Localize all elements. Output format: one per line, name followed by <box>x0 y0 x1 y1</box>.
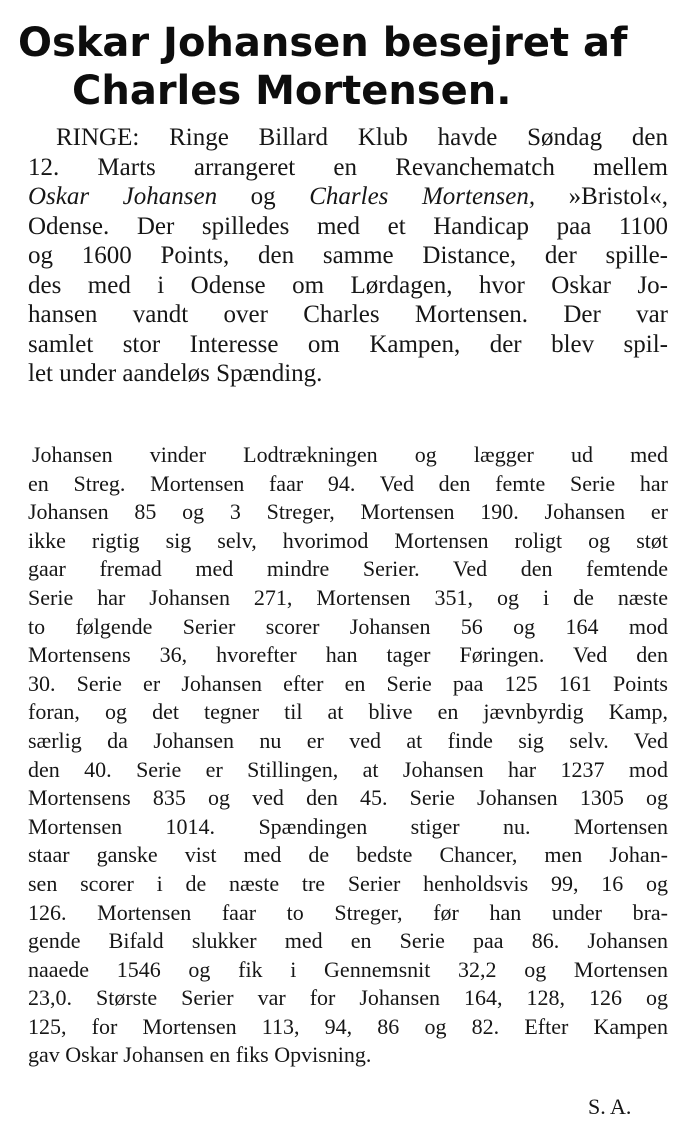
lead-text: og <box>217 183 310 210</box>
body-line: Mortensens 835 og ved den 45. Serie Johansen 1305 og <box>28 785 668 811</box>
body-line: 125, for Mortensen 113, 94, 86 og 82. Efter Kampen <box>28 1013 668 1039</box>
body-line: to følgende Serier scorer Johansen 56 og 164 mod <box>28 613 668 639</box>
body-line: Mortensen 1014. Spændingen stiger nu. Mortensen <box>28 813 668 839</box>
body-line: gav Oskar Johansen en fiks Opvisning. <box>28 1042 372 1068</box>
player-name: Charles Mortensen, <box>309 183 536 210</box>
body-line: den 40. Serie er Stillingen, at Johansen har 1237 mod <box>28 756 668 782</box>
lead-line: let under aandeløs Spænding. <box>28 360 323 387</box>
player-name: Oskar Johansen <box>28 183 218 210</box>
body-line: Johansen 85 og 3 Streger, Mortensen 190. Johansen er <box>28 499 668 525</box>
body-line: en Streg. Mortensen faar 94. Ved den femte Serie har <box>28 470 668 496</box>
body-line: særlig da Johansen nu er ved at finde sig selv. Ved <box>28 727 668 753</box>
lead-line: des med i Odense om Lørdagen, hvor Oskar Jo- <box>28 271 668 299</box>
lead-line: 12. Marts arrangeret en Revanchematch mellem <box>28 153 668 181</box>
body-line: foran, og det tegner til at blive en jævnbyrdig Kamp, <box>28 699 668 725</box>
headline-line-1: Oskar Johansen besejret af <box>18 20 628 66</box>
lead-line: Odense. Der spilledes med et Handicap paa 1100 <box>28 212 668 240</box>
body-line: gaar fremad med mindre Serier. Ved den femtende <box>28 556 668 582</box>
body-paragraph <box>28 441 668 1070</box>
body-line: sen scorer i de næste tre Serier henholdsvis 99, 16 og <box>28 870 668 896</box>
byline: S. A. <box>588 1094 632 1119</box>
lead-paragraph <box>28 123 668 389</box>
body-line: 126. Mortensen faar to Streger, før han under bra- <box>28 899 668 925</box>
body-line: ikke rigtig sig selv, hvorimod Mortensen roligt og støt <box>28 527 668 553</box>
body-line: gende Bifald slukker med en Serie paa 86. Johansen <box>28 928 668 954</box>
lead-line: RINGE: Ringe Billard Klub havde Søndag den <box>56 124 668 151</box>
body-line: Serie har Johansen 271, Mortensen 351, og i de næste <box>28 584 668 610</box>
lead-line <box>28 182 668 212</box>
body-line: Johansen vinder Lodtrækningen og lægger ud med <box>32 442 668 467</box>
lead-line: samlet stor Interesse om Kampen, der blev spil- <box>28 330 668 358</box>
lead-text: »Bristol«, <box>535 183 668 210</box>
headline-line-2: Charles Mortensen. <box>72 68 512 114</box>
body-line: Mortensens 36, hvorefter han tager Føringen. Ved den <box>28 642 668 668</box>
lead-line: og 1600 Points, den samme Distance, der spille- <box>28 242 668 269</box>
body-line: 23,0. Største Serier var for Johansen 164, 128, 126 og <box>28 985 668 1011</box>
body-line: 30. Serie er Johansen efter en Serie paa 125 161 Points <box>28 670 668 696</box>
lead-line: hansen vandt over Charles Mortensen. Der var <box>28 301 668 328</box>
body-line: staar ganske vist med de bedste Chancer, men Johan- <box>28 842 668 868</box>
body-line: naaede 1546 og fik i Gennemsnit 32,2 og Mortensen <box>28 956 668 982</box>
